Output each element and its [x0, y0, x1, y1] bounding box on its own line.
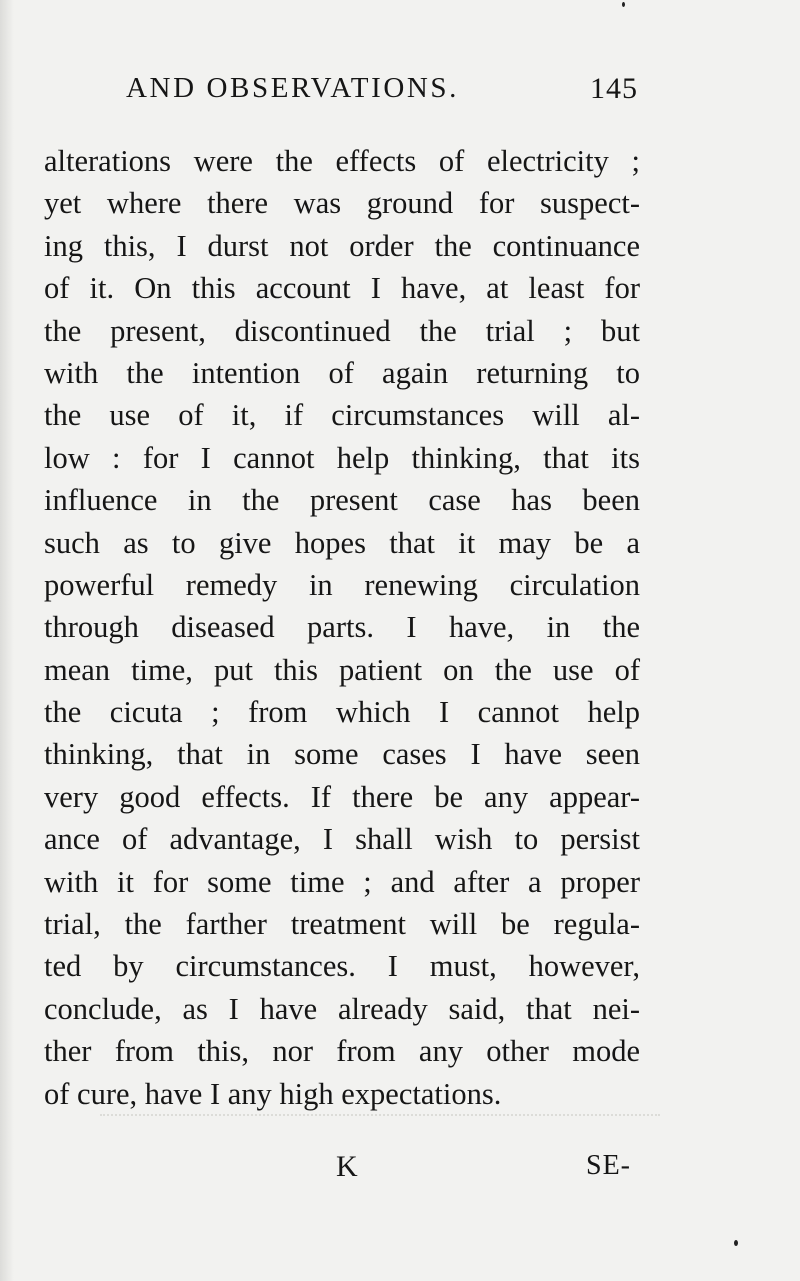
text-line: ing this, I durst not order the continuance: [44, 228, 640, 263]
text-line: powerful remedy in renewing circulation: [44, 567, 640, 602]
ink-speck: [622, 2, 625, 7]
text-line: of it. On this account I have, at least for: [44, 271, 640, 306]
page-edge-shadow: [0, 0, 14, 1281]
page-header: [126, 72, 638, 116]
text-line: low : for I cannot help thinking, that its: [44, 440, 640, 475]
text-line: the present, discontinued the trial ; but: [44, 313, 640, 348]
text-line: with it for some time ; and after a proper: [44, 864, 640, 899]
body-text: [44, 140, 640, 1115]
text-line: ance of advantage, I shall wish to persist: [44, 822, 640, 857]
catchword: SE-: [586, 1150, 631, 1181]
text-line: with the intention of again returning to: [44, 355, 640, 390]
text-line: the cicuta ; from which I cannot help: [44, 695, 640, 730]
text-line: ted by circumstances. I must, however,: [44, 949, 640, 984]
page-number: 145: [590, 72, 638, 105]
signature-mark: K: [336, 1150, 358, 1183]
text-line: trial, the farther treatment will be regula-: [44, 907, 640, 942]
text-line: thinking, that in some cases I have seen: [44, 737, 640, 772]
text-line: alterations were the effects of electricity ;: [44, 144, 640, 178]
text-line: through diseased parts. I have, in the: [44, 610, 640, 645]
text-line: very good effects. If there be any appear-: [44, 779, 640, 814]
text-line: such as to give hopes that it may be a: [44, 525, 640, 560]
ink-speck: [734, 1240, 738, 1246]
text-line: mean time, put this patient on the use of: [44, 652, 640, 687]
text-line: ther from this, nor from any other mode: [44, 1034, 640, 1069]
text-line: yet where there was ground for suspect-: [44, 186, 640, 221]
page-footer: [0, 1150, 800, 1194]
text-line: of cure, have I any high expectations.: [44, 1076, 502, 1111]
running-head: AND OBSERVATIONS.: [126, 72, 459, 104]
text-line: influence in the present case has been: [44, 483, 640, 518]
text-line: conclude, as I have already said, that nei-: [44, 991, 640, 1026]
text-line: the use of it, if circumstances will al-: [44, 398, 640, 433]
